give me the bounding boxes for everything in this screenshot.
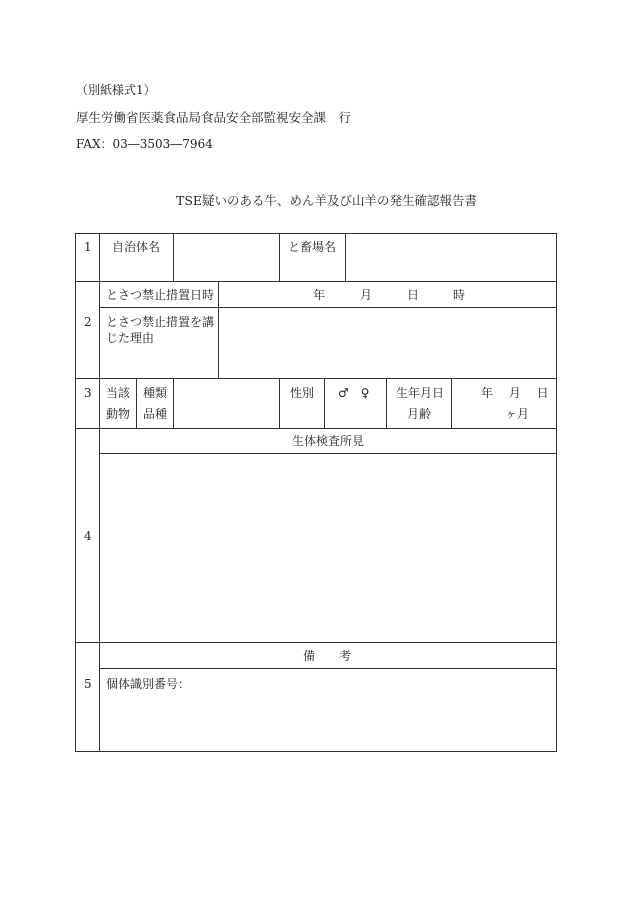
age-field[interactable]: ヶ月	[505, 407, 530, 421]
day-unit: 日	[407, 288, 420, 302]
species-label-line2: 品種	[143, 407, 168, 421]
slaughterhouse-field[interactable]	[346, 234, 556, 281]
sex-label: 性別	[290, 386, 315, 400]
sex-options[interactable]: ♂ ♀	[338, 386, 370, 400]
clinical-findings-field[interactable]	[100, 454, 556, 642]
row-number: 1	[84, 240, 92, 254]
ban-reason-label-line1: とさつ禁止措置を講	[106, 315, 215, 329]
row-number: 2	[84, 315, 92, 329]
remarks-header: 備 考	[303, 649, 352, 663]
form-number: （別紙様式1）	[76, 83, 156, 97]
ban-datetime-label: とさつ禁止措置日時	[106, 288, 215, 302]
birth-date-field[interactable]: 年 月 日	[481, 386, 549, 400]
municipality-label: 自治体名	[112, 240, 161, 254]
species-field[interactable]	[174, 379, 279, 428]
year-unit: 年	[313, 288, 326, 302]
clinical-findings-header: 生体検査所見	[292, 434, 365, 448]
remarks-field[interactable]	[100, 669, 556, 751]
animal-label-line1: 当該	[106, 386, 131, 400]
birth-date-label: 生年月日	[396, 386, 445, 400]
species-label-line1: 種類	[143, 386, 168, 400]
ban-reason-field[interactable]	[219, 308, 556, 378]
hour-unit: 時	[453, 288, 466, 302]
animal-label-line2: 動物	[106, 407, 131, 421]
individual-id-label: 個体識別番号：	[106, 677, 191, 691]
slaughterhouse-label: と畜場名	[288, 240, 337, 254]
row-number: 3	[84, 386, 92, 400]
age-label: 月齢	[407, 407, 432, 421]
fax-number: FAX：03―3503―7964	[76, 137, 213, 151]
row-number: 5	[84, 677, 92, 691]
row-number: 4	[84, 529, 92, 543]
municipality-field[interactable]	[174, 234, 279, 281]
ban-reason-label-line2: じた理由	[106, 331, 155, 345]
addressee: 厚生労働省医薬食品局食品安全部監視安全課 行	[76, 110, 352, 125]
document-title: TSE疑いのある牛、めん羊及び山羊の発生確認報告書	[176, 193, 478, 208]
month-unit: 月	[360, 288, 373, 302]
